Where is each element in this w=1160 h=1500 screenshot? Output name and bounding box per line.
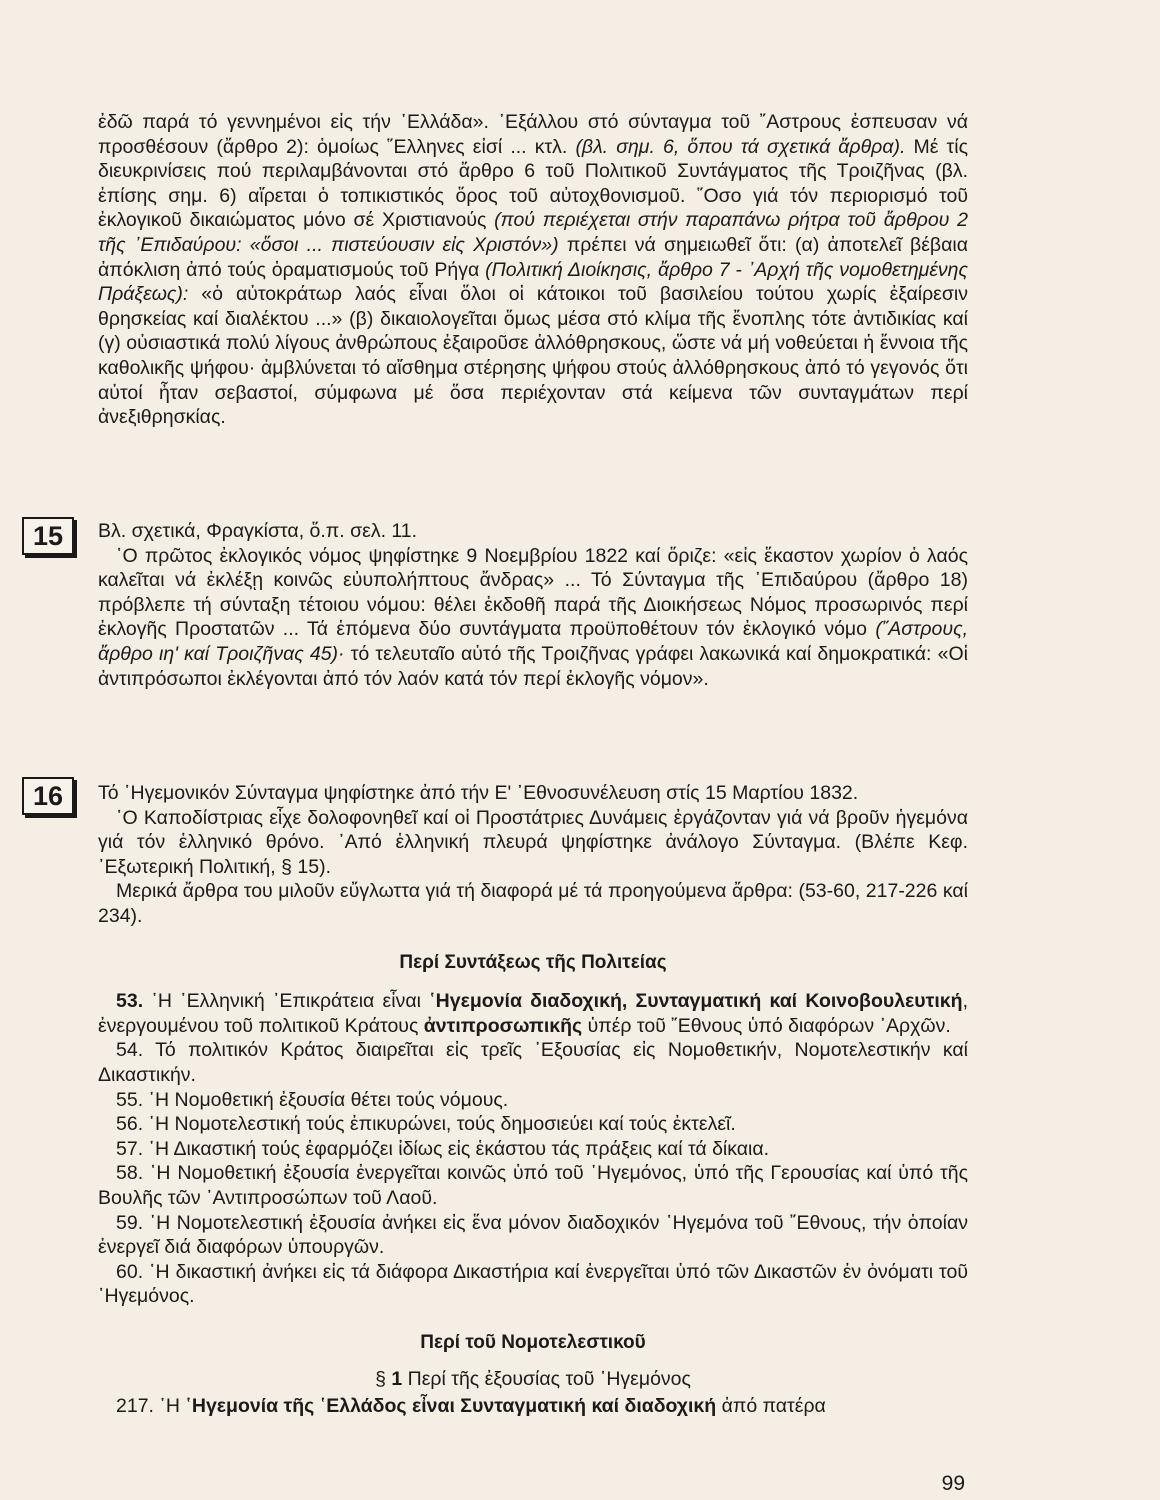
continuation-block — [98, 110, 968, 430]
note-15-block — [98, 519, 968, 691]
section-heading: Περί Συντάξεως τῆς Πολιτείας — [399, 951, 667, 973]
page-number: 99 — [941, 1472, 965, 1495]
continuation-paragraph: ἐδῶ παρά τό γεννημένοι εἰς τήν ῾Ελλάδα». ᾿Εξάλλου στό σύνταγμα τοῦ ῎Αστρους ἐσπευσαν νά προσθέσουν (ἄρθρο 2): ὁμοίως ῞Ελληνες εἰσί ... κτλ. (βλ. σημ. 6, ὅπου τά σχετικά ἄρθρα). Μέ τίς διευκρινίσεις πού περιλαμβάνονται στό ἄρθρο 6 τοῦ Πολιτικοῦ Συντάγματος τῆς Τροιζῆνας (βλ. ἐπίσης σημ. 6) αἴρεται ὁ τοπικιστικός ὅρος τοῦ αὐτοχθονισμοῦ. ῞Οσο γιά τόν περιορισμό τοῦ ἐκλογικοῦ δικαιώματος μόνο σέ Χριστιανούς (πού περιέχεται στήν παραπάνω ρήτρα τοῦ ἄρθρου 2 τῆς ᾿Επιδαύρου: «ὅσοι ... πιστεύουσιν εἰς Χριστόν») πρέπει νά σημειωθεῖ ὅτι: (α) ἀποτελεῖ βέβαια ἀπόκλιση ἀπό τούς ὁραματισμούς τοῦ Ρήγα (Πολιτική Διοίκησις, ἄρθρο 7 - ᾿Αρχή τῆς νομοθετημένης Πράξεως): «ὁ αὐτοκράτωρ λαός εἶναι ὅλοι οἱ κάτοικοι τοῦ βασιλείου τούτου χωρίς ἐξαίρεσιν θρησκείας καί διαλέκτου ...» (β) δικαιολογεῖται ὅμως μέσα στό κλίμα τῆς ἔνοπλης τότε ἀντιδικίας καί (γ) οὐσιαστικά πολύ λίγους ἀνθρώπους ἐξαιροῦσε ἀλλόθρησκους, ὥστε νά μή νοθεύεται ἡ ἔννοια τῆς καθολικῆς ψήφου· ἀμβλύνεται τό αἴσθημα στέρησης ψήφου στούς ἀλλόθρησκους ἀπό τό γεγονός ὅτι αὐτοί ἦταν σεβαστοί, σύμφωνα μέ ὅσα περιέχονταν στά κείμενα τῶν συνταγμάτων περί ἀνεξιθρησκίας. — [98, 111, 968, 429]
section-heading-executive: Περί τοῦ Νομοτελεστικοῦ — [420, 1331, 646, 1353]
article-56: 56. ῾Η Νομοτελεστική τούς ἐπικυρώνει, τούς δημοσιεύει καί τούς ἐκτελεῖ. — [116, 1113, 736, 1136]
article-57: 57. ῾Η Δικαστική τούς ἐφαρμόζει ἰδίως εἰς ἑκάστου τάς πράξεις καί τά δίκαια. — [116, 1137, 770, 1160]
article-53: 53. ῾Η ῾Ελληνική ᾿Επικράτεια εἶναι ῾Ηγεμονία διαδοχική, Συνταγματική καί Κοινοβουλευτική, ἐνεργουμένου τοῦ πολιτικοῦ Κράτους ἀντιπροσωπικῆς ὑπέρ τοῦ ῎Εθνους ὑπό διαφόρων ᾿Αρχῶν. — [98, 990, 968, 1037]
article-59: 59. ῾Η Νομοτελεστική ἐξουσία ἀνήκει εἰς ἕνα μόνον διαδοχικόν ῾Ηγεμόνα τοῦ ῎Εθνους, τήν ὁποίαν ἐνεργεῖ διά διαφόρων ὑπουργῶν. — [98, 1211, 968, 1259]
article-55: 55. ῾Η Νομοθετική ἐξουσία θέτει τούς νόμους. — [116, 1088, 509, 1111]
note-number-16: 16 — [22, 777, 74, 815]
article-58: 58. ῾Η Νομοθετική ἐξουσία ἐνεργεῖται κοινῶς ὑπό τοῦ ῾Ηγεμόνος, ὑπό τῆς Γερουσίας καί ὑπό τῆς Βουλῆς τῶν ᾿Αντιπροσώπων τοῦ Λαοῦ. — [98, 1162, 968, 1209]
note-15-paragraph: ῾Ο πρῶτος ἐκλογικός νόμος ψηφίστηκε 9 Νοεμβρίου 1822 καί ὅριζε: «εἰς ἕκαστον χωρίον ὁ λαός καλεῖται νά ἐκλέξῃ κοινῶς εὐυπολήπτους ἄνδρας» ... Τό Σύνταγμα τῆς ᾿Επιδαύρου (ἄρθρο 18) πρόβλεπε τή σύνταξη τέτοιου νόμου: θέλει ἐκδοθῆ παρά τῆς Διοικήσεως Νόμος προσωρινός περί ἐκλογῆς Προστατῶν ... Τά ἑπόμενα δύο συντάγματα προϋποθέτουν τόν ἐκλογικό νόμο (῎Αστρους, ἄρθρο ιη' καί Τροιζῆνας 45)· τό τελευταῖο αὐτό τῆς Τροιζῆνας γράφει λακωνικά καί δημοκρατικά: «Οἱ ἀντιπρόσωποι ἐκλέγονται ἀπό τόν λαόν κατά τόν περί ἐκλογῆς νόμον». — [98, 544, 968, 690]
article-60: 60. ῾Η δικαστική ἀνήκει εἰς τά διάφορα Δικαστήρια καί ἐνεργεῖται ὑπό τῶν Δικαστῶν ἐν ὀνόματι τοῦ ῾Ηγεμόνος. — [98, 1260, 968, 1308]
article-54: 54. Τό πολιτικόν Κράτος διαιρεῖται εἰς τρεῖς ᾿Εξουσίας εἰς Νομοθετικήν, Νομοτελεστικήν καί Δικαστικήν. — [98, 1039, 968, 1086]
note-16-articles-intro: Μερικά ἄρθρα του μιλοῦν εὔγλωττα γιά τή διαφορά μέ τά προηγούμενα ἄρθρα: (53-60, 217-226 καί 234). — [98, 880, 968, 927]
note-15-reference: Βλ. σχετικά, Φραγκίστα, ὅ.π. σελ. 11. — [98, 520, 418, 542]
note-16-intro: Τό ῾Ηγεμονικόν Σύνταγμα ψηφίστηκε ἀπό τήν Ε' ᾿Εθνοσυνέλευση στίς 15 Μαρτίου 1832. — [98, 782, 859, 804]
note-16-paragraph: ῾Ο Καποδίστριας εἶχε δολοφονηθεῖ καί οἱ Προστάτριες Δυνάμεις ἐργάζονταν γιά νά βροῦν ἡγεμόνα γιά τόν ἑλληνικό θρόνο. ᾿Από ἑλληνική πλευρά ψηφίστηκε ἀνάλογο Σύνταγμα. (Βλέπε Κεφ. ᾿Εξωτερική Πολιτική, § 15). — [98, 806, 968, 878]
note-16-block — [98, 781, 968, 1419]
article-217: 217. ῾Η ῾Ηγεμονία τῆς ῾Ελλάδος εἶναι Συνταγματική καί διαδοχική ἀπό πατέρα — [116, 1395, 826, 1418]
paragraph-section-1: § 1 Περί τῆς ἐξουσίας τοῦ ῾Ηγεμόνος — [375, 1368, 691, 1391]
note-number-15: 15 — [22, 517, 74, 555]
